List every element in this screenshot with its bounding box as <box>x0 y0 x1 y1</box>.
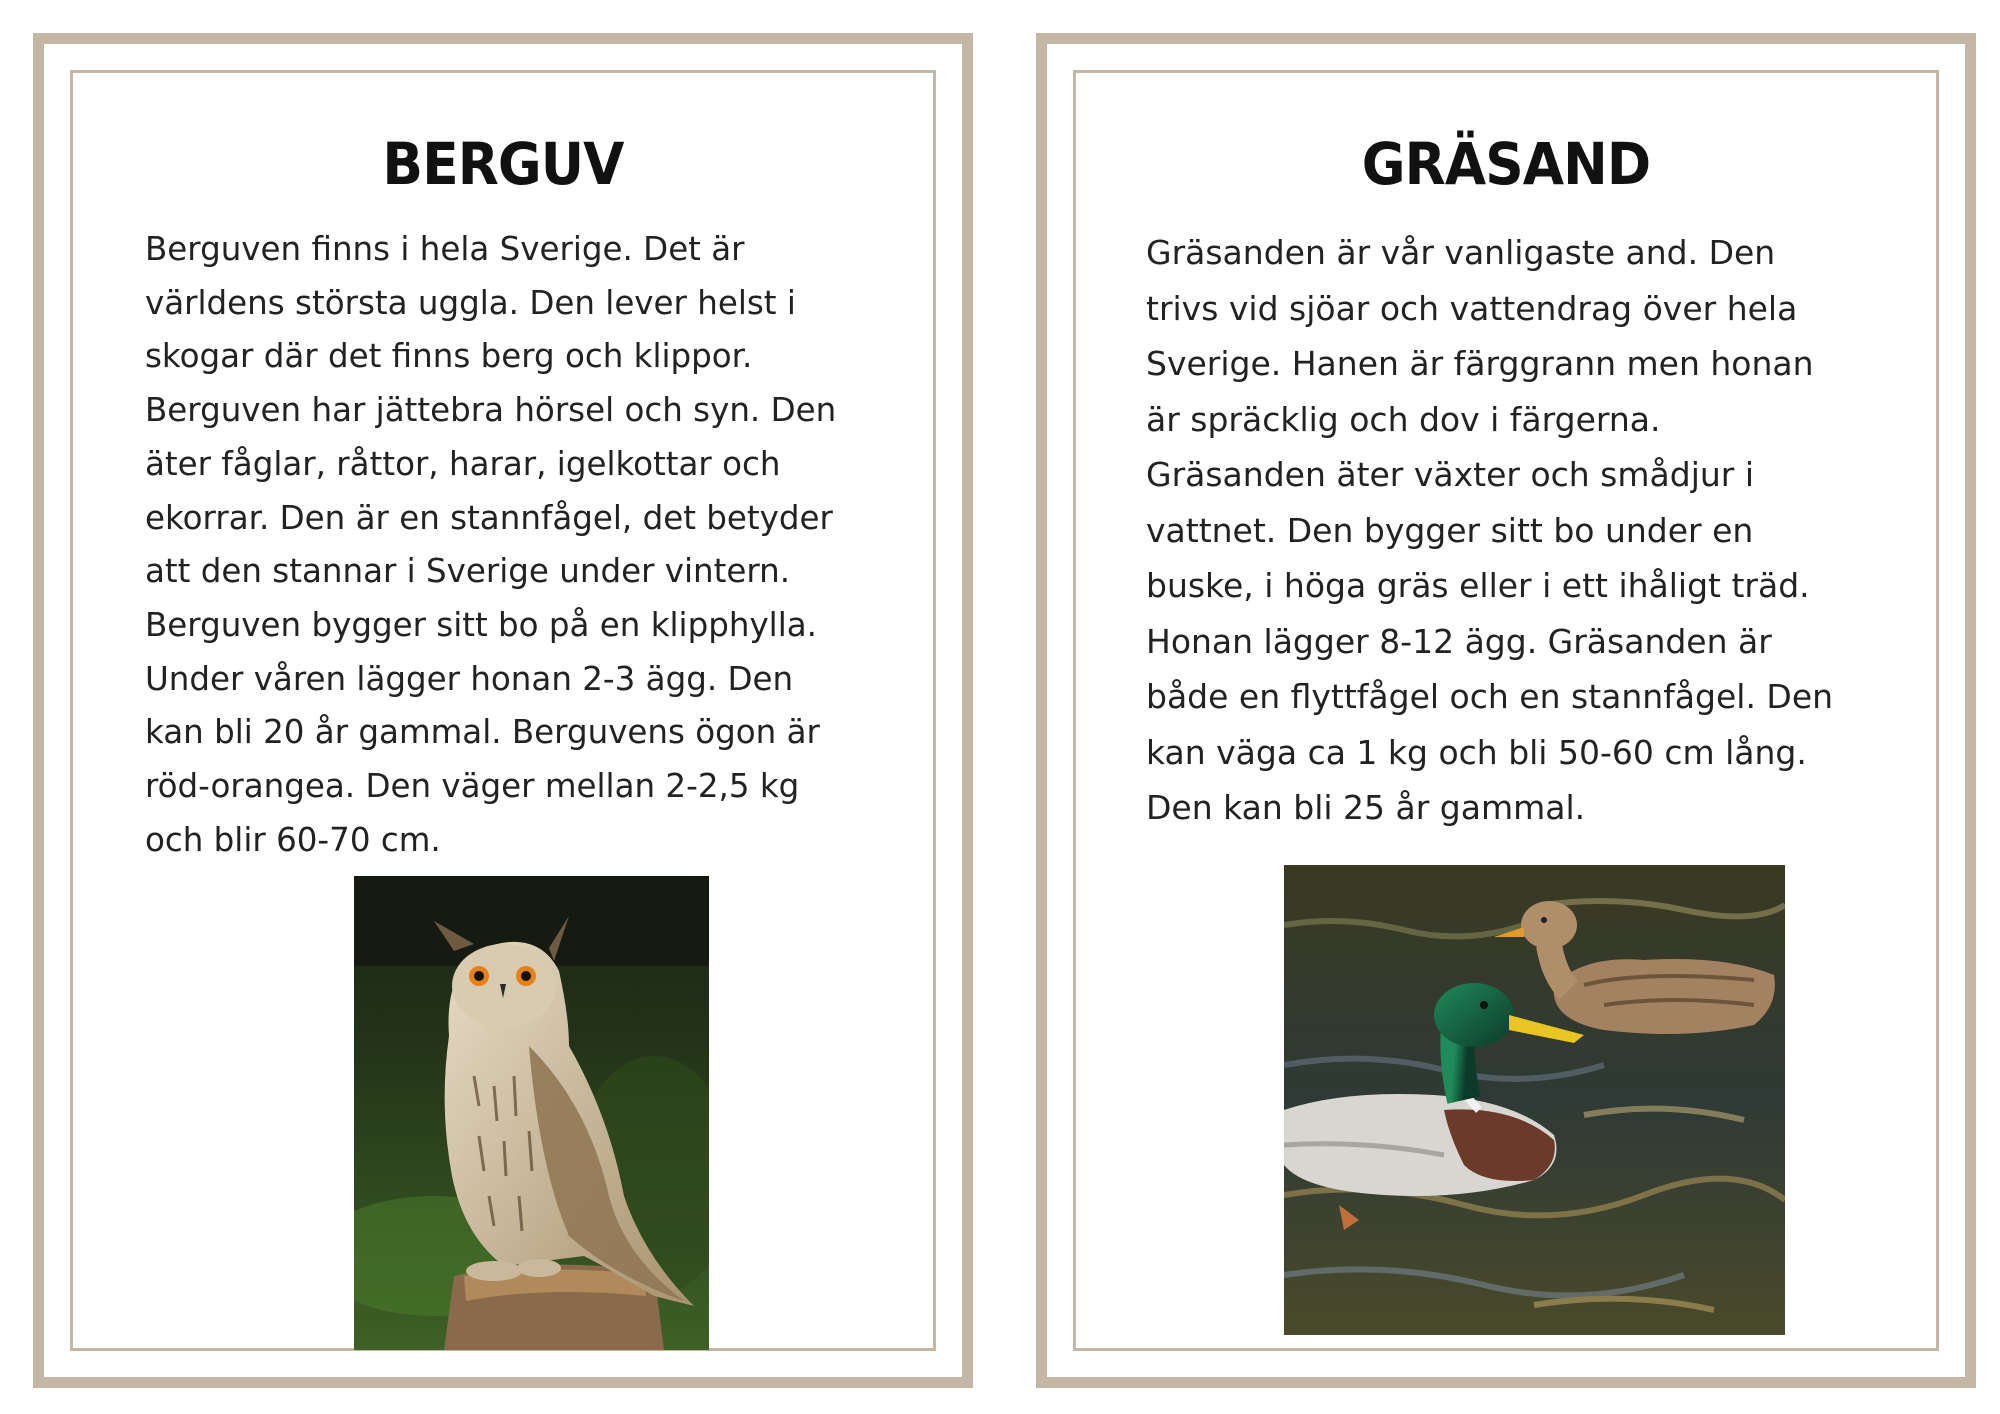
berguv-description: Berguven finns i hela Sverige. Det är världens största uggla. Den lever helst i skogar där det finns berg och klippor. Berguven har jättebra hörsel och syn. Den äter fåglar, råttor, harar, igelkottar och ekorrar. Den är en stannfågel, det betyder att den stannar i Sverige under vintern. Berguven bygger sitt bo på en klipphylla. Under våren lägger honan 2-3 ägg. Den kan bli 20 år gammal. Berguvens ögon är röd-orangea. Den väger mellan 2-2,5 kg och blir 60-70 cm. <box>145 230 837 859</box>
eagle-owl-photo <box>354 876 709 1350</box>
grasand-card-inner-frame <box>1073 70 1939 1351</box>
eagle-owl-image <box>354 876 709 1350</box>
grasand-title: GRÄSAND <box>1361 130 1651 198</box>
mallard-ducks-photo <box>1284 865 1785 1335</box>
grasand-card <box>1036 33 1976 1388</box>
grasand-description: Gräsanden är vår vanligaste and. Den trivs vid sjöar och vattendrag över hela Sverige. Hanen är färggrann men honan är spräcklig och dov i färgerna. Gräsanden äter växter och smådjur i vattnet. Den bygger sitt bo under en buske, i höga gräs eller i ett ihåligt träd. Honan lägger 8-12 ägg. Gräsanden är både en flyttfågel och en stannfågel. Den kan väga ca 1 kg och bli 50-60 cm lång. Den kan bli 25 år gammal. <box>1146 233 1834 827</box>
berguv-title: BERGUV <box>382 130 624 198</box>
mallard-ducks-image <box>1284 865 1785 1335</box>
berguv-card-inner-frame <box>70 70 936 1351</box>
berguv-card <box>33 33 973 1388</box>
